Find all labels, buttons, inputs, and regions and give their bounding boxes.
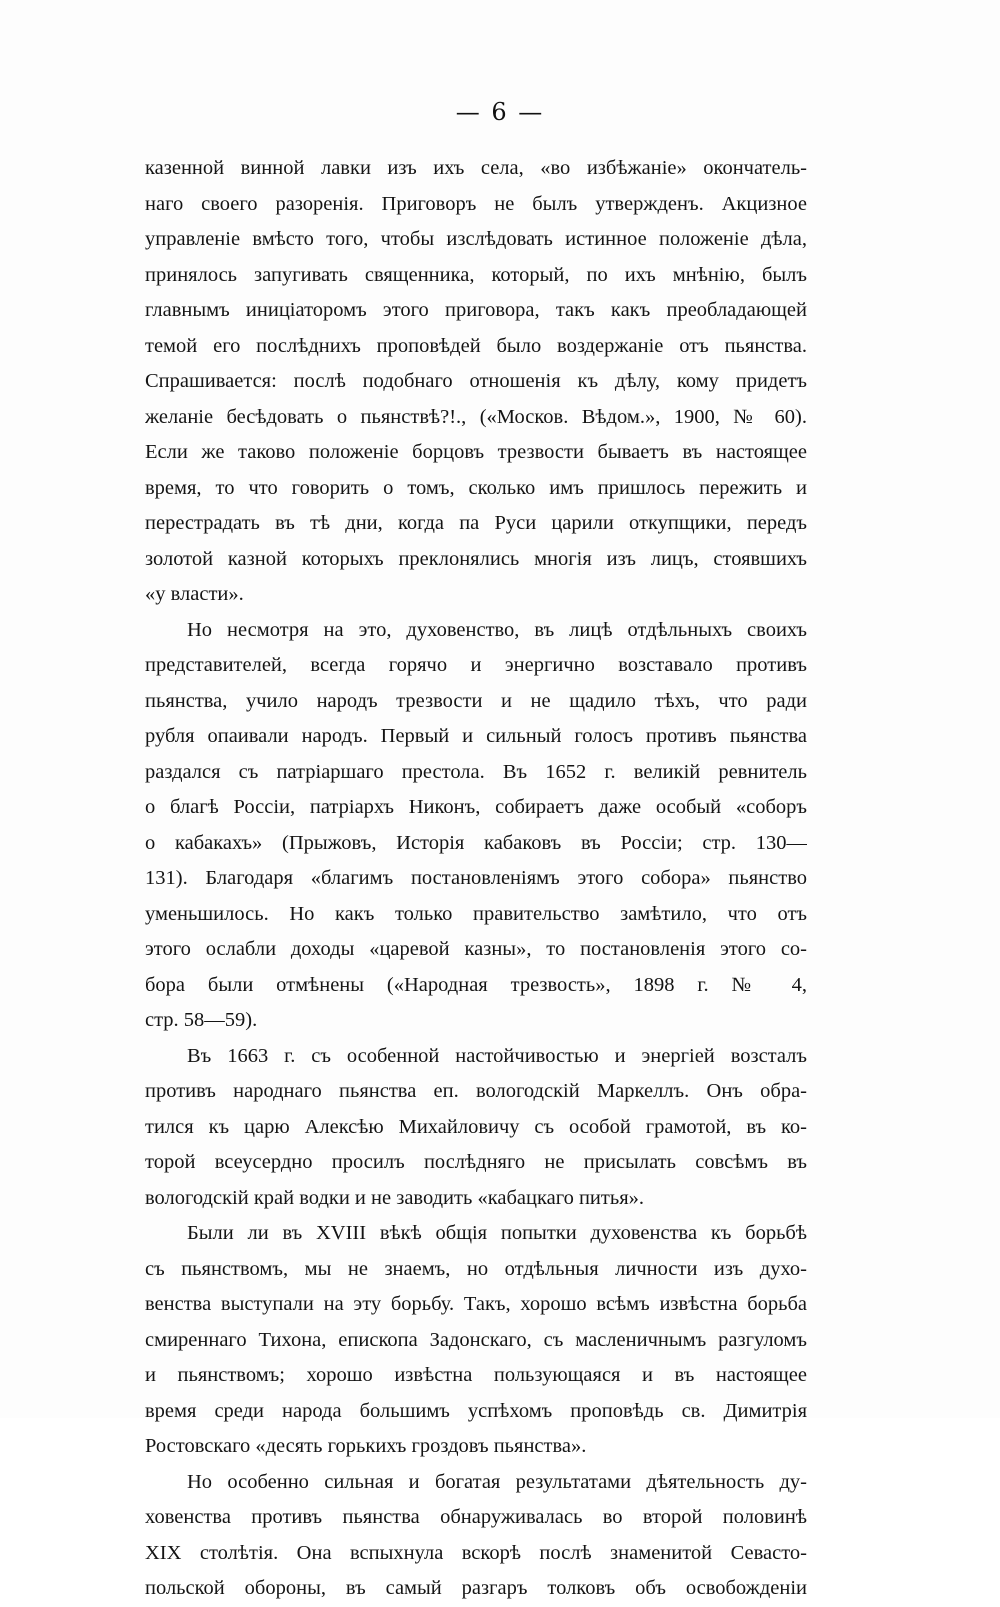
text-line: наго своего разоренія. Приговоръ не былъ утвержденъ. Акцизное bbox=[145, 192, 807, 215]
text-line: представителей, всегда горячо и энергично возставало противъ bbox=[145, 654, 807, 676]
text-line: пьянства, учило народъ трезвости и не щадило тѣхъ, что ради bbox=[145, 689, 807, 712]
text-line: 131). Благодаря «благимъ постановленіямъ этого собора» пьянство bbox=[145, 867, 807, 889]
text-line: ховенства противъ пьянства обнаруживалась во второй половинѣ bbox=[145, 1506, 807, 1528]
body-text bbox=[145, 151, 807, 1607]
text-line: желаніе бесѣдовать о пьянствѣ?!., («Москов. Вѣдом.», 1900, № 60). bbox=[145, 405, 807, 428]
text-line: тился къ царю Алексѣю Михайловичу съ особой грамотой, въ ко- bbox=[145, 1115, 807, 1138]
page-number: — 6 — bbox=[455, 98, 545, 126]
text-line: бора были отмѣнены («Народная трезвость», 1898 г. № 4, bbox=[145, 973, 807, 996]
text-line: рубля опаивали народъ. Первый и сильный голосъ противъ пьянства bbox=[145, 725, 807, 747]
text-line: главнымъ иниціаторомъ этого приговора, такъ какъ преобладающей bbox=[145, 299, 807, 321]
text-line: Если же таково положеніе борцовъ трезвости бываетъ въ настоящее bbox=[145, 441, 807, 463]
text-line: о благѣ Россіи, патріархъ Никонъ, собираетъ даже особый «соборъ bbox=[145, 796, 807, 818]
paragraph bbox=[145, 1039, 807, 1217]
text-line: венства выступали на эту борьбу. Такъ, хорошо всѣмъ извѣстна борьба bbox=[145, 1293, 807, 1315]
text-line: о кабакахъ» (Прыжовъ, Исторія кабаковъ въ Россіи; стр. 130— bbox=[145, 831, 807, 854]
text-line: торой всеусердно просилъ послѣдняго не присылать совсѣмъ въ bbox=[145, 1151, 807, 1173]
text-line: съ пьянствомъ, мы не знаемъ, но отдѣльныя личности изъ духо- bbox=[145, 1257, 807, 1280]
text-line: противъ народнаго пьянства еп. вологодскій Маркеллъ. Онъ обра- bbox=[145, 1080, 807, 1102]
text-line: темой его послѣднихъ проповѣдей было воздержаніе отъ пьянства. bbox=[145, 334, 807, 357]
text-line: польской обороны, въ самый разгаръ толковъ объ освобожденіи bbox=[145, 1577, 807, 1599]
text-line: золотой казной которыхъ преклонялись многія изъ лицъ, стоявшихъ bbox=[145, 547, 807, 570]
text-line: раздался съ патріаршаго престола. Въ 1652 г. великій ревнитель bbox=[145, 760, 807, 783]
text-line: время среди народа большимъ успѣхомъ проповѣдь св. Димитрія bbox=[145, 1399, 807, 1422]
text-line: стр. 58—59). bbox=[145, 1009, 258, 1031]
paragraph bbox=[145, 151, 807, 613]
text-line: время, то что говорить о томъ, сколько имъ пришлось пережить и bbox=[145, 476, 807, 499]
paragraph bbox=[145, 613, 807, 1039]
text-line: вологодскій край водки и не заводить «кабацкаго питья». bbox=[145, 1186, 645, 1209]
text-line: и пьянствомъ; хорошо извѣстна пользующаяся и въ настоящее bbox=[145, 1364, 807, 1386]
text-line: смиреннаго Тихона, епископа Задонскаго, съ масленичнымъ разгуломъ bbox=[145, 1328, 807, 1351]
text-line: XIX столѣтія. Она вспыхнула вскорѣ послѣ знаменитой Севасто- bbox=[145, 1541, 807, 1564]
text-line: Были ли въ XVIII вѣкѣ общія попытки духовенства къ борьбѣ bbox=[187, 1222, 807, 1244]
text-line: «у власти». bbox=[145, 583, 244, 605]
text-line: этого ослабли доходы «царевой казны», то постановленія этого со- bbox=[145, 938, 807, 960]
text-line: Въ 1663 г. съ особенной настойчивостью и энергіей возсталъ bbox=[187, 1044, 807, 1067]
text-line: принялось запугивать священника, который, по ихъ мнѣнію, былъ bbox=[145, 263, 807, 286]
text-line: уменьшилось. Но какъ только правительство замѣтило, что отъ bbox=[145, 902, 807, 925]
text-line: Ростовскаго «десять горькихъ гроздовъ пьянства». bbox=[145, 1435, 587, 1457]
text-line: перестрадать въ тѣ дни, когда па Руси царили откупщики, передъ bbox=[145, 512, 807, 534]
text-line: управленіе вмѣсто того, чтобы изслѣдовать истинное положеніе дѣла, bbox=[145, 228, 807, 250]
text-line: Но особенно сильная и богатая результатами дѣятельность ду- bbox=[187, 1470, 807, 1493]
text-line: казенной винной лавки изъ ихъ села, «во избѣжаніе» окончатель- bbox=[145, 157, 807, 179]
text-line: Но несмотря на это, духовенство, въ лицѣ отдѣльныхъ своихъ bbox=[187, 618, 807, 641]
text-line: Спрашивается: послѣ подобнаго отношенія къ дѣлу, кому придетъ bbox=[145, 370, 807, 392]
paragraph bbox=[145, 1216, 807, 1465]
paragraph bbox=[145, 1465, 807, 1607]
